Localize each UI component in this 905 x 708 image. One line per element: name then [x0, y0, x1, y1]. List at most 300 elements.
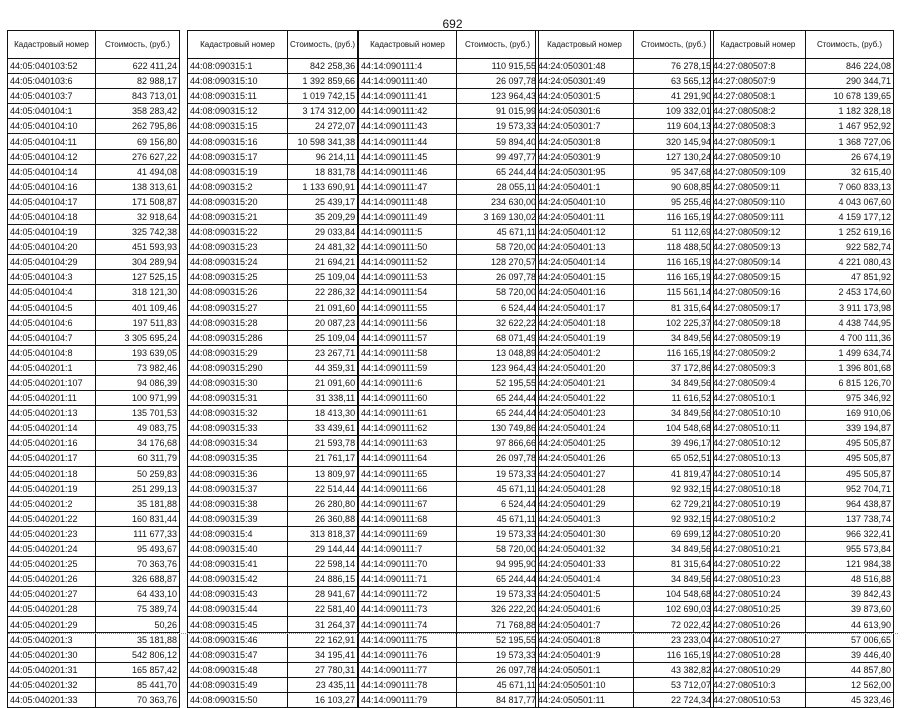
table-row [8, 300, 180, 315]
table-row [188, 542, 358, 557]
table-row [711, 602, 894, 617]
cadastral-number-cell: 44:05:040201:28 [8, 602, 96, 617]
cadastral-number-cell: 44:27:080510:29 [711, 662, 806, 677]
cost-cell: 45 323,46 [806, 692, 894, 707]
cadastral-number-cell: 44:27:080509:110 [711, 194, 806, 209]
cadastral-number-cell: 44:05:040201:32 [8, 677, 96, 692]
table-row [8, 617, 180, 632]
cost-cell: 3 911 173,98 [806, 300, 894, 315]
cost-cell: 34 849,56 [634, 542, 714, 557]
cadastral-number-cell: 44:27:080509:2 [711, 345, 806, 360]
table-row [8, 602, 180, 617]
cadastral-number-cell: 44:14:090111:41 [359, 89, 457, 104]
cadastral-number-cell: 44:05:040104:11 [8, 134, 96, 149]
cost-cell: 97 866,66 [457, 436, 539, 451]
cadastral-number-cell: 44:14:090111:54 [359, 285, 457, 300]
cost-cell: 99 497,77 [457, 149, 539, 164]
cost-cell: 13 048,89 [457, 345, 539, 360]
cadastral-number-cell: 44:14:090111:78 [359, 677, 457, 692]
cost-cell: 34 849,56 [634, 406, 714, 421]
table-row [8, 572, 180, 587]
cost-cell: 94 086,39 [96, 375, 180, 390]
cost-cell: 50 259,83 [96, 466, 180, 481]
table-row [711, 692, 894, 707]
table-row [536, 511, 714, 526]
table-row [188, 496, 358, 511]
cost-cell: 304 289,94 [96, 255, 180, 270]
cost-cell: 76 278,15 [634, 59, 714, 74]
table-row [536, 360, 714, 375]
table-row [359, 511, 539, 526]
table-row [536, 270, 714, 285]
cadastral-number-cell: 44:27:080508:2 [711, 104, 806, 119]
cost-cell: 276 627,22 [96, 149, 180, 164]
table-row [188, 511, 358, 526]
cost-cell: 6 524,44 [457, 496, 539, 511]
cost-cell: 127 525,15 [96, 270, 180, 285]
table-row [711, 481, 894, 496]
cost-cell: 51 112,69 [634, 225, 714, 240]
table-row [359, 692, 539, 707]
cadastral-number-cell: 44:08:090315:28 [188, 315, 288, 330]
cost-cell: 23 267,71 [288, 345, 358, 360]
cost-cell: 69 156,80 [96, 134, 180, 149]
table-row [8, 285, 180, 300]
page-number: 692 [442, 17, 463, 31]
cost-cell: 39 446,40 [806, 647, 894, 662]
table-row [711, 466, 894, 481]
cadastral-number-cell: 44:08:090315:25 [188, 270, 288, 285]
table-row [188, 164, 358, 179]
cadastral-number-cell: 44:27:080509:14 [711, 255, 806, 270]
cost-cell: 19 573,33 [457, 526, 539, 541]
cadastral-number-cell: 44:24:050401:23 [536, 406, 634, 421]
table-row [188, 330, 358, 345]
table-row [8, 511, 180, 526]
table-row [8, 225, 180, 240]
table-row [8, 375, 180, 390]
table-row [536, 240, 714, 255]
table-row [536, 662, 714, 677]
cadastral-number-cell: 44:08:090315:31 [188, 391, 288, 406]
cadastral-number-cell: 44:27:080510:11 [711, 421, 806, 436]
cadastral-number-cell: 44:08:090315:16 [188, 134, 288, 149]
cost-cell: 21 593,78 [288, 436, 358, 451]
cadastral-number-cell: 44:08:090315:33 [188, 421, 288, 436]
cost-cell: 39 496,17 [634, 436, 714, 451]
table-row [359, 436, 539, 451]
cost-cell: 102 225,37 [634, 315, 714, 330]
cost-cell: 26 360,88 [288, 511, 358, 526]
header-cost: Стоимость, (руб.) [634, 31, 714, 59]
cost-cell: 29 033,84 [288, 225, 358, 240]
cadastral-number-cell: 44:14:090111:43 [359, 119, 457, 134]
cost-cell: 955 573,84 [806, 542, 894, 557]
cadastral-number-cell: 44:08:090315:49 [188, 677, 288, 692]
table-row [8, 542, 180, 557]
table-row [188, 315, 358, 330]
cadastral-number-cell: 44:24:050401:15 [536, 270, 634, 285]
table-row [711, 345, 894, 360]
table-row [711, 225, 894, 240]
cost-cell: 26 280,80 [288, 496, 358, 511]
cadastral-number-cell: 44:08:090315:27 [188, 300, 288, 315]
cadastral-number-cell: 44:24:050401:20 [536, 360, 634, 375]
header-cadastral-number: Кадастровый номер [711, 31, 806, 59]
table-row [359, 149, 539, 164]
cadastral-number-cell: 44:08:090315:23 [188, 240, 288, 255]
cadastral-number-cell: 44:08:090315:45 [188, 617, 288, 632]
header-cost: Стоимость, (руб.) [806, 31, 894, 59]
cost-cell: 25 439,17 [288, 194, 358, 209]
cadastral-number-cell: 44:08:090315:40 [188, 542, 288, 557]
cadastral-number-cell: 44:08:090315:42 [188, 572, 288, 587]
cadastral-number-cell: 44:14:090111:52 [359, 255, 457, 270]
cadastral-number-cell: 44:24:050401:14 [536, 255, 634, 270]
table-row [711, 662, 894, 677]
cost-cell: 26 674,19 [806, 149, 894, 164]
table-row [8, 134, 180, 149]
table-row [711, 330, 894, 345]
table-row [536, 451, 714, 466]
cadastral-number-cell: 44:14:090111:42 [359, 104, 457, 119]
cadastral-number-cell: 44:08:090315:50 [188, 692, 288, 707]
table-row [8, 481, 180, 496]
table-row [8, 421, 180, 436]
cost-cell: 846 224,08 [806, 59, 894, 74]
table-row [536, 587, 714, 602]
cadastral-number-cell: 44:14:090111:75 [359, 632, 457, 647]
cadastral-number-cell: 44:27:080510:22 [711, 557, 806, 572]
cadastral-number-cell: 44:08:090315:4 [188, 526, 288, 541]
table-row [359, 617, 539, 632]
cost-cell: 71 768,88 [457, 617, 539, 632]
cost-cell: 90 608,85 [634, 179, 714, 194]
cadastral-number-cell: 44:24:050301:7 [536, 119, 634, 134]
cost-cell: 22 162,91 [288, 632, 358, 647]
cadastral-number-cell: 44:27:080507:9 [711, 74, 806, 89]
table-column-5 [710, 30, 894, 708]
cost-cell: 495 505,87 [806, 451, 894, 466]
cadastral-number-cell: 44:14:090111:61 [359, 406, 457, 421]
cost-cell: 95 255,46 [634, 194, 714, 209]
table-row [188, 647, 358, 662]
table-row [359, 194, 539, 209]
table-row [359, 647, 539, 662]
table-row [359, 587, 539, 602]
cost-cell: 964 438,87 [806, 496, 894, 511]
header-cadastral-number: Кадастровый номер [188, 31, 288, 59]
cadastral-number-cell: 44:05:040104:12 [8, 149, 96, 164]
cost-cell: 975 346,92 [806, 391, 894, 406]
table-header-row [711, 31, 894, 59]
cadastral-number-cell: 44:05:040201:107 [8, 375, 96, 390]
cadastral-number-cell: 44:08:090315:47 [188, 647, 288, 662]
table-row [188, 526, 358, 541]
cadastral-number-cell: 44:05:040201:19 [8, 481, 96, 496]
cadastral-number-cell: 44:08:090315:38 [188, 496, 288, 511]
table-row [8, 119, 180, 134]
cost-cell: 18 831,78 [288, 164, 358, 179]
cadastral-number-cell: 44:14:090111:56 [359, 315, 457, 330]
table-row [359, 557, 539, 572]
cadastral-number-cell: 44:05:040201:16 [8, 436, 96, 451]
table-row [8, 436, 180, 451]
cadastral-number-cell: 44:05:040201:13 [8, 406, 96, 421]
cost-cell: 495 505,87 [806, 466, 894, 481]
table-row [711, 511, 894, 526]
cadastral-number-cell: 44:05:040201:33 [8, 692, 96, 707]
cadastral-number-cell: 44:27:080510:1 [711, 391, 806, 406]
cost-cell: 45 671,11 [457, 225, 539, 240]
cadastral-number-cell: 44:14:090111:63 [359, 436, 457, 451]
cost-cell: 4 043 067,60 [806, 194, 894, 209]
cadastral-number-cell: 44:24:050401:29 [536, 496, 634, 511]
cost-cell: 95 493,67 [96, 542, 180, 557]
cost-cell: 44 359,31 [288, 360, 358, 375]
cost-cell: 26 097,78 [457, 270, 539, 285]
table-header-row [188, 31, 358, 59]
cadastral-number-cell: 44:05:040201:2 [8, 496, 96, 511]
cost-cell: 121 984,38 [806, 557, 894, 572]
table-row [359, 59, 539, 74]
cadastral-number-cell: 44:24:050501:1 [536, 662, 634, 677]
cadastral-number-cell: 44:27:080510:20 [711, 526, 806, 541]
header-cost: Стоимость, (руб.) [288, 31, 358, 59]
table-header-row [8, 31, 180, 59]
table-row [711, 572, 894, 587]
table-row [8, 360, 180, 375]
cost-cell: 65 244,44 [457, 391, 539, 406]
cadastral-number-cell: 44:05:040201:22 [8, 511, 96, 526]
table-row [8, 647, 180, 662]
cadastral-number-cell: 44:08:090315:43 [188, 587, 288, 602]
table-row [359, 496, 539, 511]
cost-cell: 102 690,03 [634, 602, 714, 617]
cost-cell: 43 382,82 [634, 662, 714, 677]
table-row [711, 496, 894, 511]
cost-cell: 35 181,88 [96, 632, 180, 647]
cadastral-number-cell: 44:14:090111:72 [359, 587, 457, 602]
cost-cell: 26 097,78 [457, 74, 539, 89]
table-row [359, 375, 539, 390]
cadastral-number-cell: 44:27:080509:15 [711, 270, 806, 285]
table-row [711, 360, 894, 375]
table-row [536, 466, 714, 481]
cadastral-number-cell: 44:24:050401:16 [536, 285, 634, 300]
cost-cell: 34 176,68 [96, 436, 180, 451]
cadastral-number-cell: 44:14:090111:47 [359, 179, 457, 194]
table-row [188, 59, 358, 74]
table-row [8, 149, 180, 164]
cadastral-number-cell: 44:24:050301:48 [536, 59, 634, 74]
cadastral-number-cell: 44:05:040104:29 [8, 255, 96, 270]
cadastral-number-cell: 44:14:090111:55 [359, 300, 457, 315]
cadastral-number-cell: 44:24:050401:26 [536, 451, 634, 466]
cadastral-number-cell: 44:14:090111:60 [359, 391, 457, 406]
cost-cell: 34 849,56 [634, 330, 714, 345]
cost-cell: 118 488,50 [634, 240, 714, 255]
table-row [536, 89, 714, 104]
cost-cell: 1 499 634,74 [806, 345, 894, 360]
table-row [8, 164, 180, 179]
cost-cell: 28 941,67 [288, 587, 358, 602]
page-footer-line [8, 633, 898, 637]
table-row [536, 557, 714, 572]
cadastral-number-cell: 44:14:090111:71 [359, 572, 457, 587]
cadastral-number-cell: 44:08:090315:10 [188, 74, 288, 89]
cadastral-number-cell: 44:08:090315:2 [188, 179, 288, 194]
cadastral-number-cell: 44:14:090111:62 [359, 421, 457, 436]
table-row [536, 496, 714, 511]
table-row [359, 300, 539, 315]
cost-cell: 165 857,42 [96, 662, 180, 677]
cadastral-number-cell: 44:08:090315:17 [188, 149, 288, 164]
table-row [359, 542, 539, 557]
table-row [711, 677, 894, 692]
cadastral-number-cell: 44:27:080510:19 [711, 496, 806, 511]
cost-cell: 22 286,32 [288, 285, 358, 300]
cost-cell: 1 467 952,92 [806, 119, 894, 134]
cadastral-number-cell: 44:27:080507:8 [711, 59, 806, 74]
cadastral-number-cell: 44:24:050401:13 [536, 240, 634, 255]
cadastral-number-cell: 44:08:090315:290 [188, 360, 288, 375]
cost-cell: 11 616,52 [634, 391, 714, 406]
table-row [8, 194, 180, 209]
header-cadastral-number: Кадастровый номер [536, 31, 634, 59]
cadastral-number-cell: 44:08:090315:21 [188, 209, 288, 224]
cost-cell: 4 159 177,12 [806, 209, 894, 224]
cost-cell: 29 144,44 [288, 542, 358, 557]
cadastral-number-cell: 44:24:050401:9 [536, 647, 634, 662]
cadastral-number-cell: 44:27:080509:109 [711, 164, 806, 179]
cadastral-number-cell: 44:08:090315:41 [188, 557, 288, 572]
table-row [188, 602, 358, 617]
cadastral-number-cell: 44:27:080510:23 [711, 572, 806, 587]
cadastral-number-cell: 44:08:090315:29 [188, 345, 288, 360]
table-row [711, 285, 894, 300]
cadastral-table [7, 30, 180, 708]
cost-cell: 116 165,19 [634, 345, 714, 360]
cost-cell: 100 971,99 [96, 391, 180, 406]
cadastral-number-cell: 44:08:090315:34 [188, 436, 288, 451]
table-row [711, 557, 894, 572]
table-row [711, 270, 894, 285]
cadastral-number-cell: 44:08:090315:37 [188, 481, 288, 496]
cadastral-number-cell: 44:14:090111:76 [359, 647, 457, 662]
table-row [536, 481, 714, 496]
table-row [711, 255, 894, 270]
cadastral-number-cell: 44:24:050401:3 [536, 511, 634, 526]
table-row [359, 225, 539, 240]
cost-cell: 44 613,90 [806, 617, 894, 632]
table-row [536, 300, 714, 315]
cost-cell: 116 165,19 [634, 270, 714, 285]
cost-cell: 62 729,21 [634, 496, 714, 511]
table-row [188, 406, 358, 421]
table-row [188, 285, 358, 300]
cadastral-number-cell: 44:24:050401:17 [536, 300, 634, 315]
cadastral-number-cell: 44:08:090315:11 [188, 89, 288, 104]
table-row [188, 240, 358, 255]
cadastral-number-cell: 44:27:080509:18 [711, 315, 806, 330]
cost-cell: 109 332,01 [634, 104, 714, 119]
cadastral-number-cell: 44:08:090315:22 [188, 225, 288, 240]
table-row [8, 587, 180, 602]
cost-cell: 622 411,24 [96, 59, 180, 74]
table-row [536, 391, 714, 406]
cost-cell: 21 091,60 [288, 300, 358, 315]
cost-cell: 137 738,74 [806, 511, 894, 526]
table-row [536, 134, 714, 149]
table-row [711, 104, 894, 119]
cost-cell: 6 815 126,70 [806, 375, 894, 390]
cadastral-number-cell: 44:27:080509:16 [711, 285, 806, 300]
table-row [359, 330, 539, 345]
table-row [536, 572, 714, 587]
table-row [359, 89, 539, 104]
cadastral-number-cell: 44:27:080510:14 [711, 466, 806, 481]
cost-cell: 35 209,29 [288, 209, 358, 224]
cost-cell: 39 842,43 [806, 587, 894, 602]
cost-cell: 75 389,74 [96, 602, 180, 617]
cost-cell: 358 283,42 [96, 104, 180, 119]
cadastral-table [187, 30, 358, 708]
cost-cell: 22 514,44 [288, 481, 358, 496]
cost-cell: 451 593,93 [96, 240, 180, 255]
cost-cell: 1 133 690,91 [288, 179, 358, 194]
cost-cell: 85 441,70 [96, 677, 180, 692]
cost-cell: 1 182 328,18 [806, 104, 894, 119]
cadastral-number-cell: 44:08:090315:32 [188, 406, 288, 421]
cadastral-number-cell: 44:27:080509:11 [711, 179, 806, 194]
cadastral-number-cell: 44:05:040104:16 [8, 179, 96, 194]
cadastral-number-cell: 44:27:080509:4 [711, 375, 806, 390]
cadastral-number-cell: 44:24:050401:18 [536, 315, 634, 330]
table-row [188, 179, 358, 194]
table-row [536, 194, 714, 209]
cost-cell: 23 233,04 [634, 632, 714, 647]
table-row [188, 360, 358, 375]
cost-cell: 44 857,80 [806, 662, 894, 677]
cost-cell: 19 573,33 [457, 647, 539, 662]
table-row [359, 164, 539, 179]
cost-cell: 326 222,20 [457, 602, 539, 617]
cadastral-number-cell: 44:05:040104:10 [8, 119, 96, 134]
table-row [188, 617, 358, 632]
table-row [188, 209, 358, 224]
cost-cell: 31 264,37 [288, 617, 358, 632]
cadastral-number-cell: 44:27:080510:3 [711, 677, 806, 692]
cost-cell: 197 511,83 [96, 315, 180, 330]
cadastral-number-cell: 44:27:080510:13 [711, 451, 806, 466]
cost-cell: 24 886,15 [288, 572, 358, 587]
cost-cell: 16 103,27 [288, 692, 358, 707]
cost-cell: 966 322,41 [806, 526, 894, 541]
table-row [8, 466, 180, 481]
cost-cell: 50,26 [96, 617, 180, 632]
cadastral-number-cell: 44:05:040104:18 [8, 209, 96, 224]
cadastral-number-cell: 44:08:090315:1 [188, 59, 288, 74]
cost-cell: 65 244,44 [457, 164, 539, 179]
cadastral-number-cell: 44:05:040201:26 [8, 572, 96, 587]
table-row [536, 104, 714, 119]
table-row [359, 677, 539, 692]
cadastral-number-cell: 44:27:080510:18 [711, 481, 806, 496]
table-row [8, 526, 180, 541]
table-row [536, 406, 714, 421]
cadastral-number-cell: 44:14:090111:66 [359, 481, 457, 496]
